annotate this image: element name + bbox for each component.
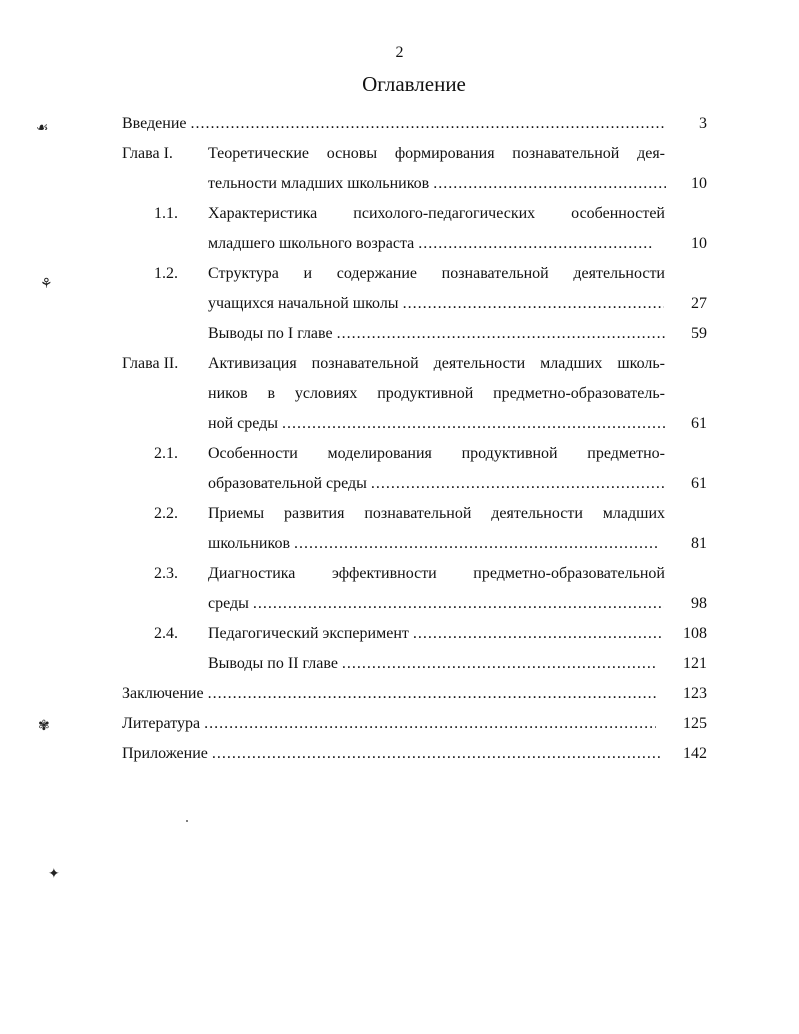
section-number: 2.4.: [154, 625, 178, 642]
toc-entry-literature[interactable]: [122, 712, 656, 736]
section-title-line: учащихся начальной школы: [208, 295, 399, 312]
toc-page-number: 108: [683, 625, 707, 642]
toc-entry-section-1-2[interactable]: [208, 292, 664, 316]
chapter-number: Глава I.: [122, 145, 173, 162]
toc-entry-intro[interactable]: [122, 112, 666, 136]
toc-entry-section-1-1[interactable]: [208, 232, 654, 256]
section-title-line[interactable]: Диагностика эффективности предметно-образовательной: [208, 565, 665, 582]
toc-entry-final-conclusion[interactable]: [122, 682, 656, 706]
toc-entry-label: Выводы по II главе: [208, 655, 338, 672]
toc-entry-section-2-2[interactable]: [208, 532, 660, 556]
section-title-line: школьников: [208, 535, 290, 552]
toc-page-number: 3: [699, 115, 707, 132]
toc-entry-appendix[interactable]: [122, 742, 660, 766]
toc-page-number: 121: [683, 655, 707, 672]
toc-entry-chapter-2[interactable]: [208, 412, 666, 436]
toc-page-number: 142: [683, 745, 707, 762]
section-title-line: Педагогический эксперимент: [208, 625, 409, 642]
binding-hole-mark: ⚘: [40, 277, 53, 292]
toc-entry-conclusion-2[interactable]: [208, 652, 656, 676]
scan-speck: [186, 820, 188, 822]
chapter-title-line[interactable]: Активизация познавательной деятельности младших школь-: [208, 355, 665, 372]
toc-page-number: 123: [683, 685, 707, 702]
section-title-line: среды: [208, 595, 249, 612]
toc-page-number: 10: [691, 175, 707, 192]
binding-hole-mark: ☙: [36, 121, 49, 136]
toc-entry-label: Выводы по I главе: [208, 325, 333, 342]
binding-hole-mark: ✾: [38, 719, 50, 734]
section-title-line: младшего школьного возраста: [208, 235, 415, 252]
chapter-title-line[interactable]: ников в условиях продуктивной предметно-образователь-: [208, 385, 665, 402]
toc-entry-label: Приложение: [122, 745, 208, 762]
page-number: 2: [395, 44, 404, 61]
toc-entry-label: Заключение: [122, 685, 204, 702]
toc-entry-section-2-3[interactable]: [208, 592, 664, 616]
section-number: 2.1.: [154, 445, 178, 462]
toc-entry-label: Литература: [122, 715, 201, 732]
toc-page-number: 125: [683, 715, 707, 732]
toc-page-number: 27: [691, 295, 707, 312]
section-number: 2.3.: [154, 565, 178, 582]
chapter-title-line[interactable]: Теоретические основы формирования познавательной дея-: [208, 145, 665, 162]
toc-entry-label: Введение: [122, 115, 187, 132]
section-title-line[interactable]: Приемы развития познавательной деятельности младших: [208, 505, 665, 522]
toc-page-number: 10: [691, 235, 707, 252]
toc-entry-chapter-1[interactable]: [208, 172, 666, 196]
toc-entry-section-2-4[interactable]: [208, 622, 662, 646]
toc-entry-section-2-1[interactable]: [208, 472, 664, 496]
toc-entry-conclusion-1[interactable]: [208, 322, 666, 346]
chapter-title-line: ной среды: [208, 415, 279, 432]
section-title-line[interactable]: Особенности моделирования продуктивной предметно-: [208, 445, 665, 462]
chapter-title-line: тельности младших школьников: [208, 175, 430, 192]
toc-page-number: 61: [691, 415, 707, 432]
toc-page-number: 59: [691, 325, 707, 342]
section-title-line[interactable]: Характеристика психолого-педагогических особенностей: [208, 205, 665, 222]
page-title: Оглавление: [362, 72, 466, 96]
toc-page-number: 61: [691, 475, 707, 492]
toc-page-number: 98: [691, 595, 707, 612]
section-number: 2.2.: [154, 505, 178, 522]
section-number: 1.1.: [154, 205, 178, 222]
section-title-line: образовательной среды: [208, 475, 367, 492]
section-number: 1.2.: [154, 265, 178, 282]
section-title-line[interactable]: Структура и содержание познавательной деятельности: [208, 265, 665, 282]
binding-hole-mark: ✦: [48, 867, 60, 882]
toc-page-number: 81: [691, 535, 707, 552]
chapter-number: Глава II.: [122, 355, 179, 372]
